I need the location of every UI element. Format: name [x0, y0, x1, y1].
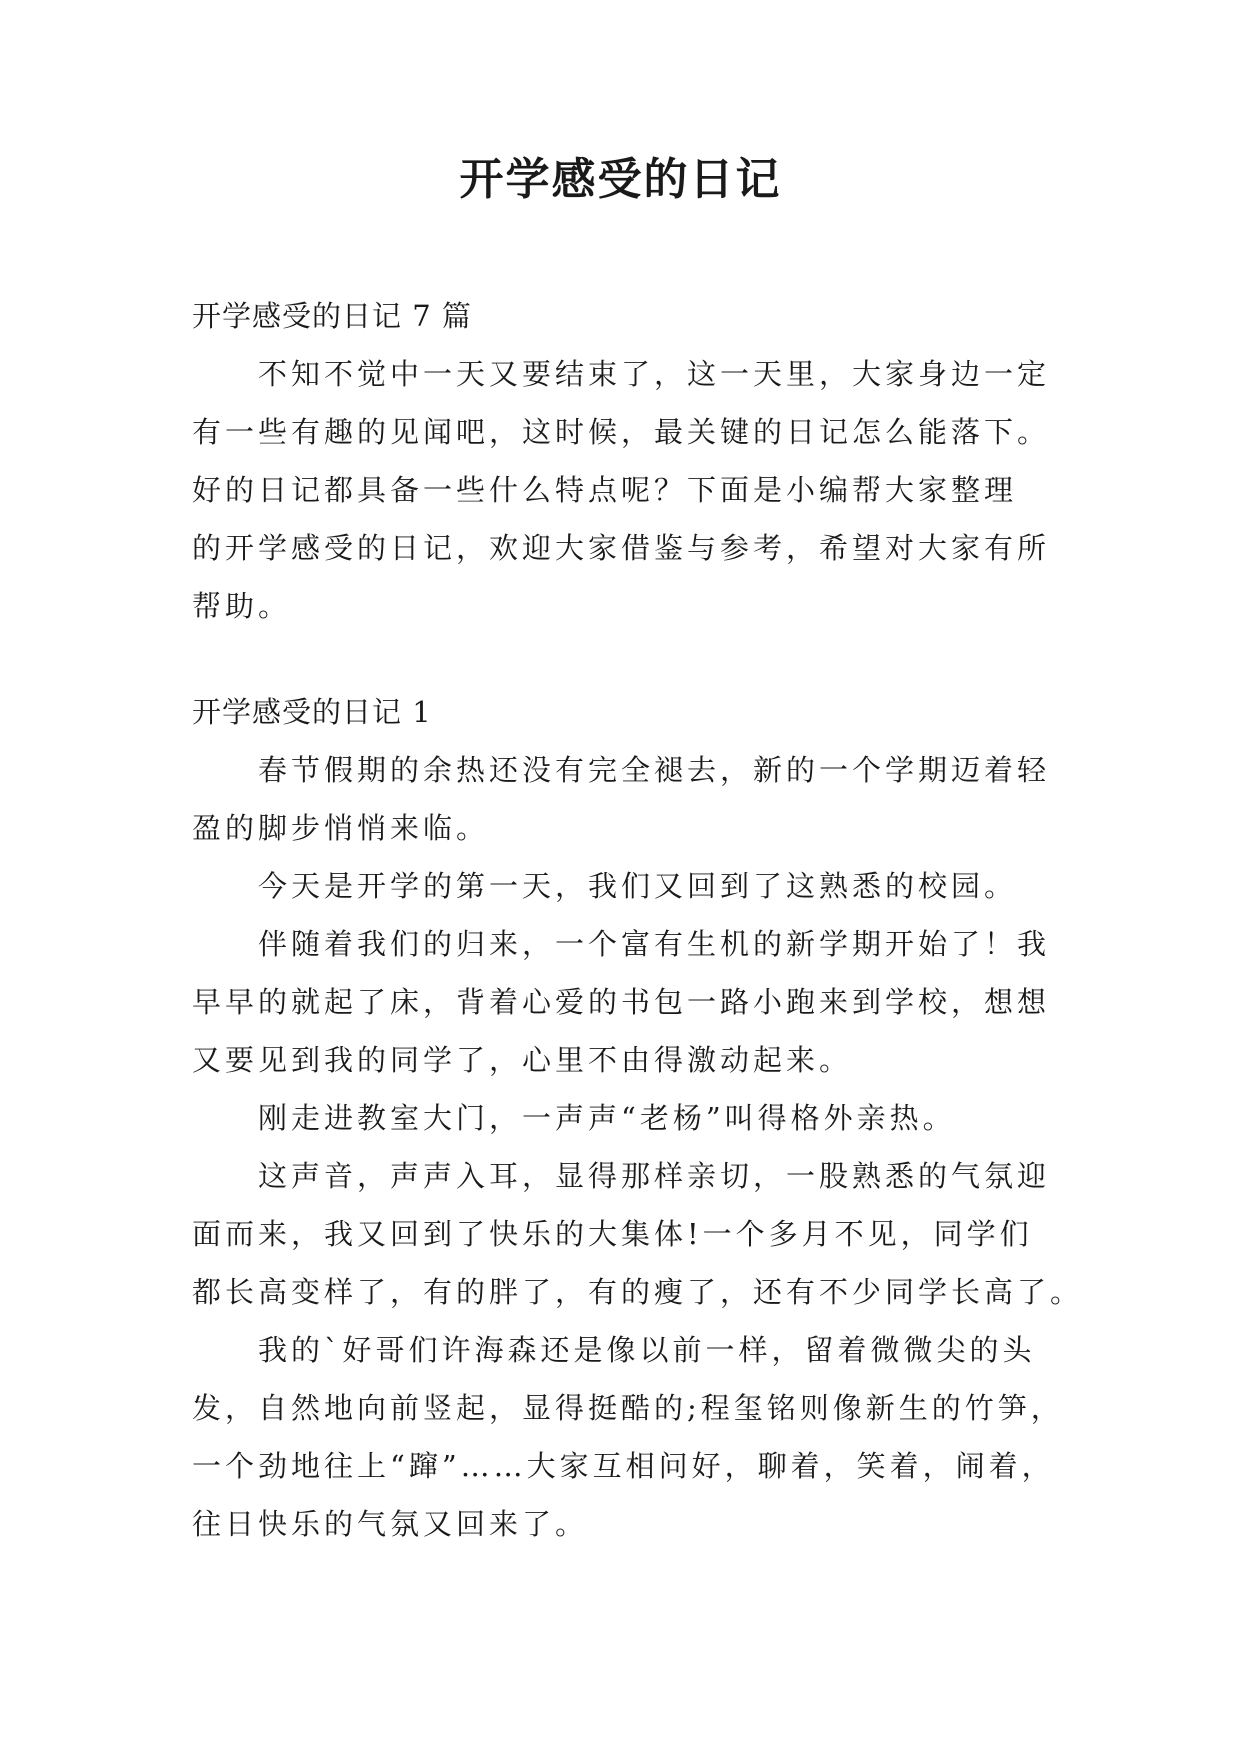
- document-body: [192, 287, 1084, 1553]
- intro-paragraph-line: 的开学感受的日记，欢迎大家借鉴与参考，希望对大家有所: [192, 531, 1051, 565]
- section1-paragraph-line: 又要见到我的同学了，心里不由得激动起来。: [192, 1043, 853, 1077]
- section1-paragraph-line: 今天是开学的第一天，我们又回到了这熟悉的校园。: [258, 869, 1018, 903]
- section1-heading: 开学感受的日记 1: [192, 695, 432, 729]
- section1-paragraph-line: 这声音，声声入耳，显得那样亲切，一股熟悉的气氛迎: [258, 1159, 1051, 1193]
- intro-paragraph-line: 有一些有趣的见闻吧，这时候，最关键的日记怎么能落下。: [192, 415, 1051, 449]
- intro-heading: 开学感受的日记 7 篇: [192, 299, 472, 333]
- intro-paragraph-line: 好的日记都具备一些什么特点呢？下面是小编帮大家整理: [192, 473, 1018, 507]
- section1-paragraph-line: 伴随着我们的归来，一个富有生机的新学期开始了！我: [258, 927, 1051, 961]
- section1-paragraph-line: 发，自然地向前竖起，显得挺酷的;程玺铭则像新生的竹笋，: [192, 1391, 1064, 1425]
- section1-paragraph-line: 早早的就起了床，背着心爱的书包一路小跑来到学校，想想: [192, 985, 1051, 1019]
- intro-paragraph-line: 不知不觉中一天又要结束了，这一天里，大家身边一定: [258, 357, 1051, 391]
- section-spacer: [192, 635, 1072, 683]
- section1-paragraph-line: 盈的脚步悄悄来临。: [192, 811, 490, 845]
- section1-paragraph-line: 刚走进教室大门，一声声“老杨”叫得格外亲热。: [258, 1101, 956, 1135]
- intro-paragraph-line: 帮助。: [192, 589, 292, 623]
- document-title: 开学感受的日记: [459, 154, 782, 205]
- section1-paragraph-line: 春节假期的余热还没有完全褪去，新的一个学期迈着轻: [258, 753, 1051, 787]
- section1-paragraph-line: 我的`好哥们许海森还是像以前一样，留着微微尖的头: [258, 1333, 1036, 1367]
- section1-paragraph-line: 一个劲地往上“蹿”……大家互相问好，聊着，笑着，闹着，: [192, 1449, 1055, 1483]
- section1-paragraph-line: 面而来，我又回到了快乐的大集体!一个多月不见，同学们: [192, 1217, 1033, 1251]
- section1-paragraph-line: 都长高变样了，有的胖了，有的瘦了，还有不少同学长高了。: [192, 1275, 1084, 1309]
- section1-paragraph-line: 往日快乐的气氛又回来了。: [192, 1507, 589, 1541]
